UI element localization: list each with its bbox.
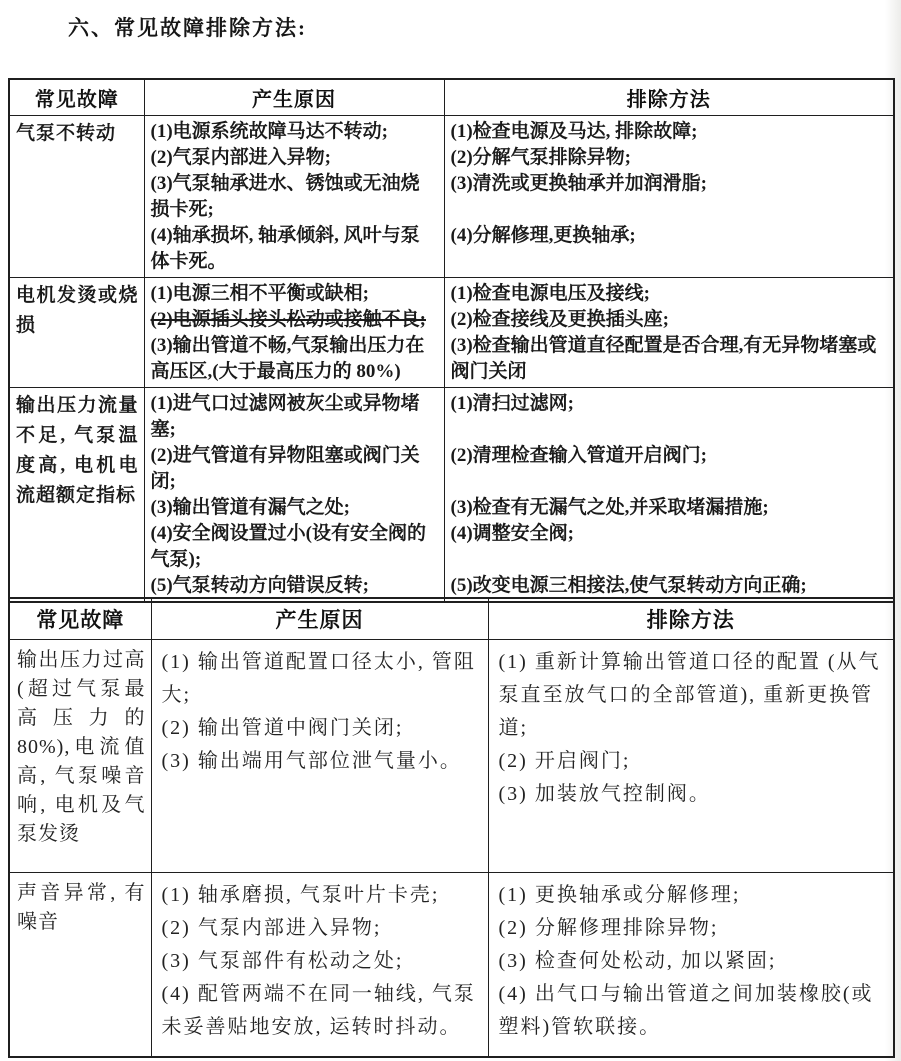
remedy-item: (3)检查输出管道直径配置是否合理,有无异物堵塞或阀门关闭 [450,334,877,382]
table-row [9,639,894,872]
cause-item: (1)进气口过滤网被灰尘或异物堵塞; [150,392,420,440]
fault-cell: 输出压力过高 (超过气泵最高压力的 80%),电流值高, 气泵噪音响, 电机及气泵发烫 [9,639,151,872]
remedy-item: (2)分解气泵排除异物; [450,146,631,168]
remedy-item: (1)检查电源电压及接线; [450,282,650,304]
remedy-item: (1) 重新计算输出管道口径的配置 (从气泵直至放气口的全部管道), 重新更换管道; [498,650,881,739]
cause-item: (2)电源插头接头松动或接触不良; [150,308,426,330]
header-cause: 产生原因 [151,598,488,639]
cause-item: (3)输出管道有漏气之处; [150,496,350,518]
header-remedy: 排除方法 [488,598,894,639]
table-row [9,872,894,1057]
remedy-cell [488,872,894,1057]
header-cause: 产生原因 [144,79,444,115]
cause-item: (1)电源系统故障马达不转动; [150,120,388,142]
cause-item: (2)进气管道有异物阻塞或阀门关闭; [150,444,420,492]
cause-item: (3) 气泵部件有松动之处; [161,949,404,972]
remedy-item: (1)检查电源及马达, 排除故障; [450,120,698,142]
fault-table-1 [8,78,895,603]
cause-item: (4)轴承损坏, 轴承倾斜, 风叶与泵体卡死。 [150,224,420,272]
cause-item: (2) 气泵内部进入异物; [161,916,382,939]
cause-item: (4) 配管两端不在同一轴线, 气泵未妥善贴地安放, 运转时抖动。 [161,982,476,1038]
remedy-item: (4)调整安全阀; [450,522,574,544]
table-row [9,115,894,277]
remedy-item: (2) 分解修理排除异物; [498,916,719,939]
cause-cell [144,387,444,602]
remedy-item: (3)清洗或更换轴承并加润滑脂; [450,172,707,194]
remedy-item: (2)检查接线及更换插头座; [450,308,669,330]
remedy-item: (2) 开启阀门; [498,749,631,772]
remedy-item: (1) 更换轴承或分解修理; [498,883,741,906]
cause-item: (1) 轴承磨损, 气泵叶片卡壳; [161,883,440,906]
cause-item: (3) 输出端用气部位泄气量小。 [161,749,462,772]
cause-cell [151,639,488,872]
fault-cell: 声音异常, 有噪音 [9,872,151,1057]
table-row [9,277,894,387]
header-remedy: 排除方法 [444,79,894,115]
table-row [9,387,894,602]
cause-item: (1) 输出管道配置口径太小, 管阻大; [161,650,476,706]
remedy-item: (3)检查有无漏气之处,并采取堵漏措施; [450,496,769,518]
remedy-item: (4)分解修理,更换轴承; [450,224,636,246]
cause-cell [151,872,488,1057]
fault-cell: 电机发烫或烧损 [9,277,144,387]
remedy-item: (3) 加装放气控制阀。 [498,782,711,805]
remedy-cell [444,277,894,387]
cause-item: (3)气泵轴承进水、锈蚀或无油烧损卡死; [150,172,420,220]
cause-cell [144,277,444,387]
cause-item: (3)输出管道不畅,气泵输出压力在高压区,(大于最高压力的 80%) [150,334,425,382]
cause-item: (5)气泵转动方向错误反转; [150,574,369,596]
cause-cell [144,115,444,277]
table-header-row [9,598,894,639]
cause-item: (2) 输出管道中阀门关闭; [161,716,404,739]
fault-cell: 输出压力流量不足, 气泵温度高, 电机电流超额定指标 [9,387,144,602]
cause-item: (4)安全阀设置过小(设有安全阀的气泵); [150,522,426,570]
table-header-row [9,79,894,115]
header-fault: 常见故障 [9,598,151,639]
fault-cell: 气泵不转动 [9,115,144,277]
remedy-item: (2)清理检查输入管道开启阀门; [450,444,707,466]
remedy-item: (1)清扫过滤网; [450,392,574,414]
remedy-item: (5)改变电源三相接法,使气泵转动方向正确; [450,574,807,596]
remedy-cell [444,115,894,277]
remedy-item: (3) 检查何处松动, 加以紧固; [498,949,777,972]
fault-table-2 [8,597,895,1058]
remedy-cell [444,387,894,602]
page-title: 六、常见故障排除方法: [68,16,307,40]
remedy-item: (4) 出气口与输出管道之间加装橡胶(或塑料)管软联接。 [498,982,874,1038]
remedy-cell [488,639,894,872]
cause-item: (1)电源三相不平衡或缺相; [150,282,369,304]
cause-item: (2)气泵内部进入异物; [150,146,331,168]
header-fault: 常见故障 [9,79,144,115]
